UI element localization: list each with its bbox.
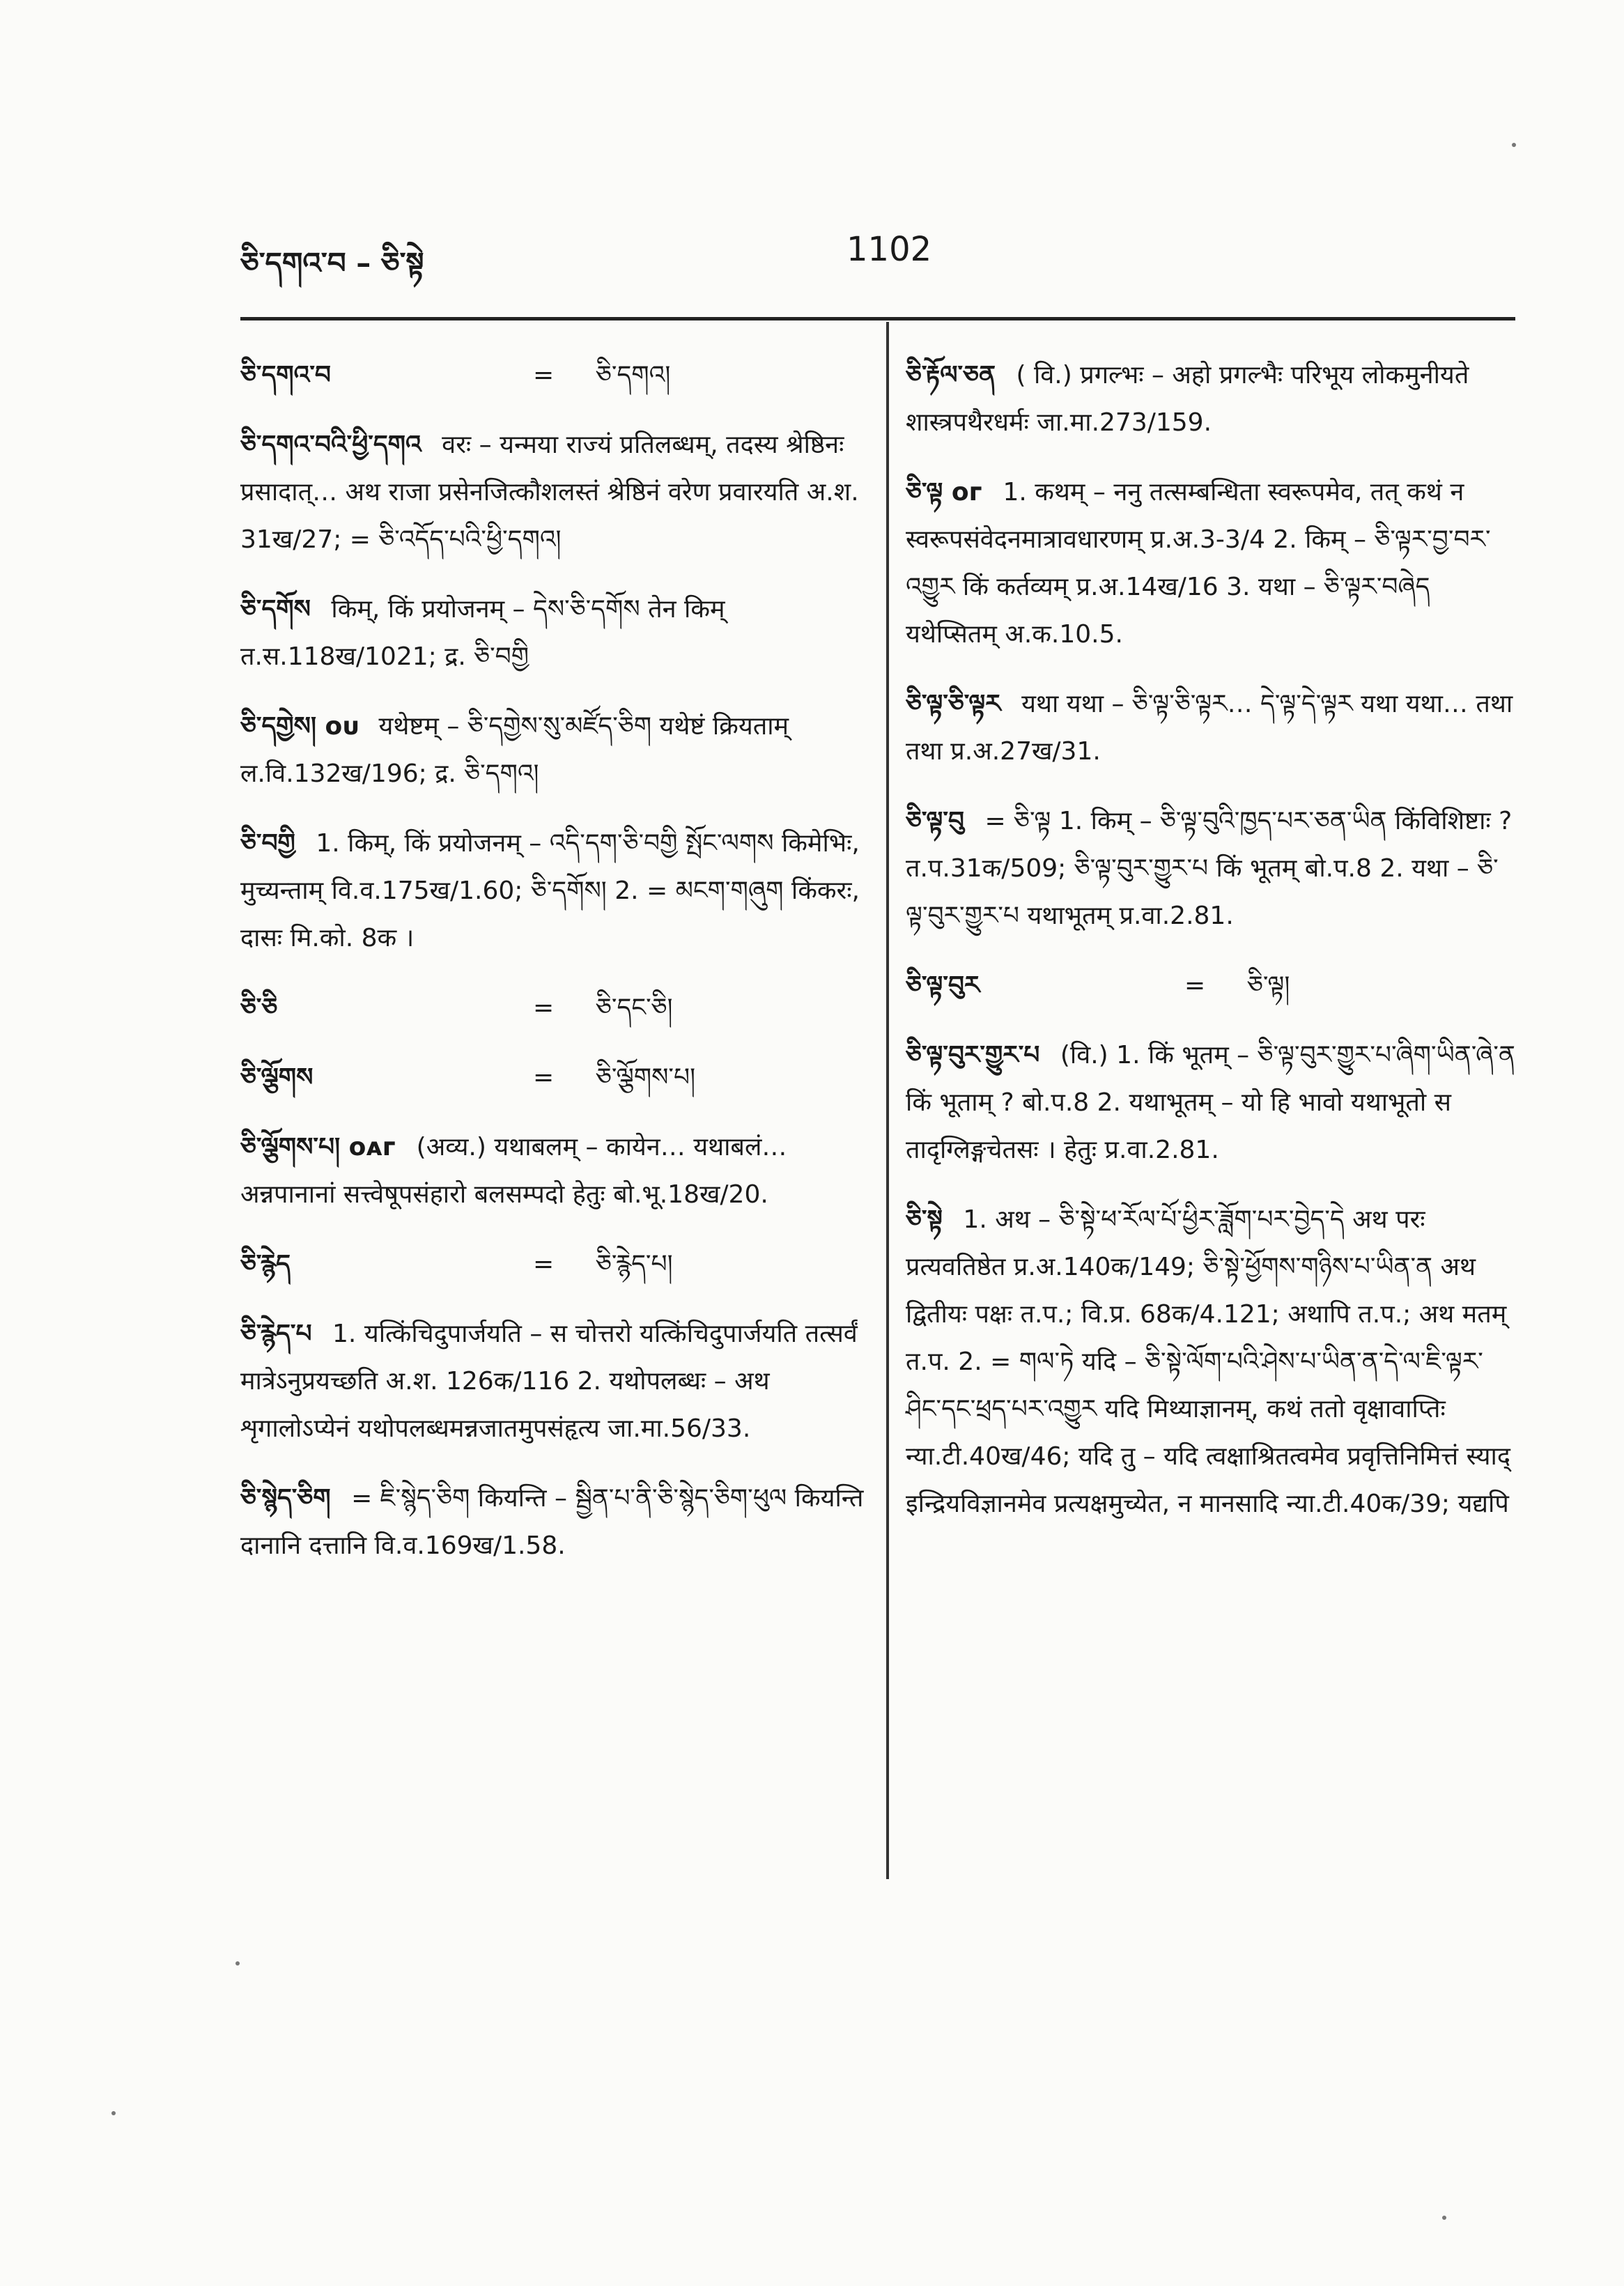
entry-equals: = (533, 994, 555, 1022)
right-column (906, 352, 1515, 1550)
entry-body: ཅི་ལྟ། (1247, 971, 1290, 1000)
entry-headword: ཅི་དགའ་བའི་ཕྱི་དགའ (240, 431, 422, 459)
dictionary-entry (240, 1311, 871, 1453)
dictionary-entry (906, 1032, 1515, 1174)
running-head: ཅི་དགའ་བ – ཅི་སྟེ (240, 246, 424, 280)
dictionary-entry (240, 1475, 871, 1570)
entry-headword: ཅི་ལྟ་བུར (906, 971, 980, 1000)
dictionary-entry (240, 984, 871, 1032)
entry-headword: ཅི་ལྕོགས (240, 1063, 314, 1092)
scan-speck (1512, 143, 1516, 147)
entry-body: 1. यत्किंचिदुपार्जयति – स चोत्तरो यत्किंचिदुपार्जयति तत्सर्वं मात्रेऽनुप्रयच्छति अ.श. 126क/116 2. यथोपलब्धः – अथ शृगालोऽप्येनं यथोपलब्धमन्नजातमुपसंहृत्य जा.मा.56/33. (240, 1320, 858, 1443)
scan-speck (1442, 2216, 1446, 2220)
dictionary-entry (906, 469, 1515, 658)
entry-body: (अव्य.) यथाबलम् – कायेन… यथाबलं… अन्नपानानां सत्त्वेषूपसंहारो बलसम्पदो हेतुः बो.भू.18ख/20. (240, 1133, 787, 1209)
entry-headword: ཅི་ལྟ་ཅི་ལྟར (906, 690, 1001, 718)
entry-body: यथा यथा – ཅི་ལྟ་ཅི་ལྟར… དེ་ལྟ་དེ་ལྟར यथा यथा… तथा तथा प्र.अ.27ख/31. (906, 690, 1513, 766)
dictionary-entry (906, 1196, 1515, 1528)
entry-headword: ཅི་ལྟ་བུ (906, 807, 964, 835)
entry-equals: = (533, 1063, 555, 1092)
entry-body: = ཅི་ལྟ 1. किम् – ཅི་ལྟ་བུའི་ཁྱད་པར་ཅན་ཡིན किंविशिष्टाः ? त.प.31क/509; ཅི་ལྟ་བུར་གྱུར་པ किं भूतम् बो.प.8 2. यथा – ཅི་ལྟ་བུར་གྱུར་པ यथाभूतम् प्र.वा.2.81. (906, 807, 1513, 930)
entry-equals: = (533, 1250, 555, 1279)
entry-headword: ཅི་རྙེད (240, 1250, 291, 1279)
header-rule (240, 317, 1515, 320)
scan-speck (235, 1961, 240, 1966)
left-column (240, 352, 871, 1592)
entry-body: ( वि.) प्रगल्भः – अहो प्रगल्भैः परिभूय लोकमुनीयते शास्त्रपथैरधर्मः जा.मा.273/159. (906, 361, 1469, 437)
entry-body: ཅི་ལྕོགས་པ། (596, 1063, 696, 1092)
entry-headword: ཅི་དགོས (240, 595, 311, 624)
entry-body: 1. अथ – ཅི་སྟེ་ཕ་རོལ་པོ་ཕྱིར་ཟློག་པར་བྱེད་དེ अथ परः प्रत्यवतिष्ठेत प्र.अ.140क/149; ཅི་སྟེ་ཕྱོགས་གཉིས་པ་ཡིན་ན अथ द्वितीयः पक्षः त.प.; वि.प्र. 68क/4.121; अथापि त.प.; अथ मतम् त.प. 2. = གལ་ཏེ यदि – ཅི་སྟེ་ལོག་པའི་ཤེས་པ་ཡིན་ན་དེ་ལ་ཇི་ལྟར་ཤིང་དང་ཕྲད་པར་འགྱུར यदि मिथ्याज्ञानम्, कथं ततो वृक्षावाप्तिः न्या.टी.40ख/46; यदि तु – यदि त्वक्षाश्रितत्वमेव प्रवृत्तिनिमित्तं स्याद् इन्द्रियविज्ञानमेव प्रत्यक्षमुच्येत, न मानसादि न्या.टी.40क/39; यद्यपि (906, 1205, 1510, 1518)
entry-body: = ཇི་སྙེད་ཅིག कियन्ति – སྦྱིན་པ་ནི་ཅི་སྙེད་ཅིག་ཕུལ कियन्ति दानानि दत्तानि वि.व.169ख/1.58. (240, 1484, 864, 1560)
dictionary-entry (240, 703, 871, 798)
dictionary-entry (240, 1241, 871, 1288)
entry-headword: ཅི་རྙེད་པ (240, 1320, 312, 1348)
dictionary-entry (240, 1124, 871, 1219)
entry-body: 1. किम्, किं प्रयोजनम् – འདི་དག་ཅི་བགྱི སྤོང་ལགས किमेभिः, मुच्यन्ताम् वि.व.175ख/1.60; ཅི་དགོས། 2. = མངག་གཞུག किंकरः, दासः मि.को. 8क । (240, 829, 860, 952)
dictionary-entry (240, 1054, 871, 1102)
entry-headword: ཅི་དགྱེས། ᴏᴜ (240, 712, 359, 741)
entry-equals: = (1184, 971, 1206, 1000)
dictionary-entry (906, 798, 1515, 940)
page-header (240, 230, 1515, 286)
dictionary-entry (240, 422, 871, 564)
scan-speck (111, 2111, 116, 2115)
entry-headword: ཅི་ལྕོགས་པ། ᴏᴀᴦ (240, 1133, 396, 1161)
entry-headword: ཅི་ཅི (240, 994, 278, 1022)
entry-body: वरः – यन्मया राज्यं प्रतिलब्धम्, तदस्य श्रेष्ठिनः प्रसादात्… अथ राजा प्रसेनजित्कौशलस्तं श्रेष्ठिनं वरेण प्रवारयति अ.श. 31ख/27; = ཅི་འདོད་པའི་ཕྱི་དགའ། (240, 431, 859, 554)
entry-headword: ཅི་རྟོལ་ཅན (906, 361, 996, 389)
entry-headword: ཅི་སྟེ (906, 1205, 943, 1234)
dictionary-entry (240, 352, 871, 399)
entry-body: ཅི་དང་ཅི། (596, 994, 673, 1022)
dictionary-entry (240, 820, 871, 962)
entry-headword: ཅི་ལྟ ᴏᴦ (906, 478, 983, 507)
column-divider (886, 322, 889, 1879)
dictionary-entry (906, 352, 1515, 447)
entry-body: ཅི་དགའ། (596, 361, 671, 389)
page-number: 1102 (846, 230, 932, 269)
entry-body: यथेष्टम् – ཅི་དགྱེས་སུ་མཛོད་ཅིག यथेष्टं क्रियताम् ल.वि.132ख/196; द्र. ཅི་དགའ། (240, 712, 789, 788)
entry-body: (वि.) 1. किं भूतम् – ཅི་ལྟ་བུར་གྱུར་པ་ཞིག་ཡིན་ཞེ་ན किं भूताम् ? बो.प.8 2. यथाभूतम् – यो हि भावो यथाभूतो स तादृग्लिङ्गचेतसः । हेतुः प्र.वा.2.81. (906, 1041, 1515, 1164)
entry-body: ཅི་རྙེད་པ། (596, 1250, 673, 1279)
dictionary-entry (240, 586, 871, 681)
entry-headword: ཅི་དགའ་བ (240, 361, 331, 389)
entry-headword: ཅི་ལྟ་བུར་གྱུར་པ (906, 1041, 1040, 1069)
entry-equals: = (533, 361, 555, 389)
dictionary-entry (906, 681, 1515, 775)
dictionary-entry (906, 962, 1515, 1010)
entry-headword: ཅི་སྙེད་ཅིག (240, 1484, 331, 1513)
entry-body: किम्, किं प्रयोजनम् – དེས་ཅི་དགོས तेन किम् त.स.118ख/1021; द्र. ཅི་བགྱི (240, 595, 725, 671)
entry-headword: ཅི་བགྱི (240, 829, 295, 858)
entry-body: 1. कथम् – ननु तत्सम्बन्धिता स्वरूपमेव, तत् कथं न स्वरूपसंवेदनमात्रावधारणम् प्र.अ.3-3/4 2. किम् – ཅི་ལྟར་བྱ་བར་འགྱུར किं कर्तव्यम् प्र.अ.14ख/16 3. यथा – ཅི་ལྟར་བཞེད यथेप्सितम् अ.क.10.5. (906, 478, 1491, 649)
